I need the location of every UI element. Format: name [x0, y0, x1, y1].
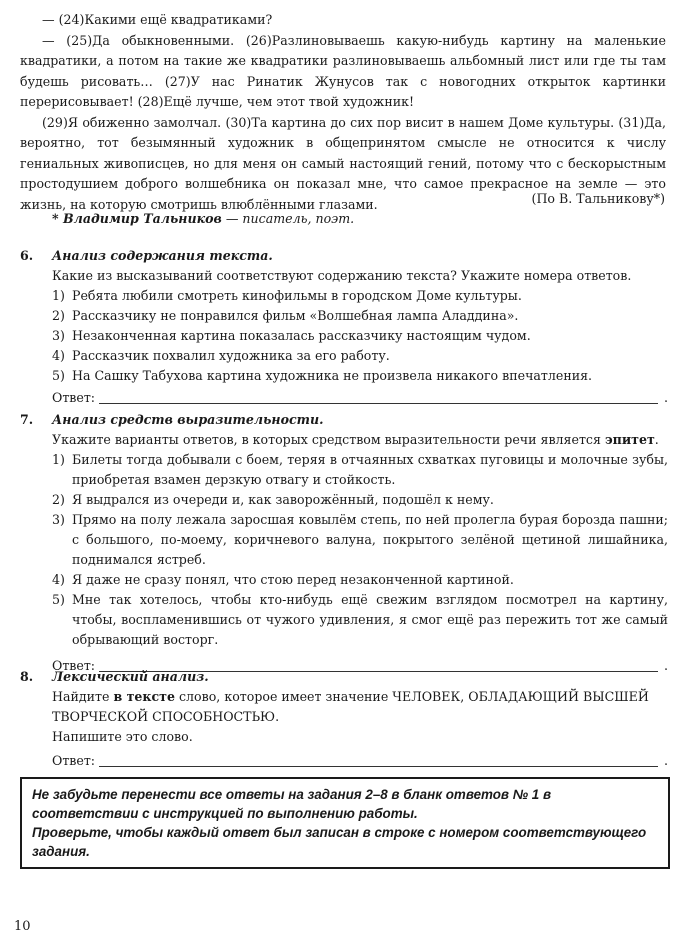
notice-line-2: Проверьте, чтобы каждый ответ был записан в строке с номером соответствующего задания. — [32, 825, 647, 859]
option-number: 4) — [52, 348, 65, 363]
question-end: . — [654, 432, 659, 447]
option-text: Я даже не сразу понял, что стою перед незаконченной картиной. — [72, 572, 514, 587]
option-number: 5) — [52, 592, 65, 607]
option-text: Рассказчик похвалил художника за его работу. — [72, 348, 390, 363]
answer-label: Ответ: — [52, 658, 96, 673]
question-text: Укажите варианты ответов, в которых средством выразительности речи является — [52, 432, 605, 447]
option-1 — [52, 450, 668, 490]
story-source: (По В. Тальникову*) — [531, 191, 665, 206]
answer-row — [52, 751, 668, 771]
task-title: Лексический анализ. — [52, 669, 209, 684]
option-text: Ребята любили смотреть кинофильмы в городском Доме культуры. — [72, 288, 522, 303]
option-number: 3) — [52, 328, 65, 343]
option-text: Мне так хотелось, чтобы кто-нибудь ещё свежим взглядом посмотрел на картину, чтобы, воспламенившись от чужого удивления, я смог ещё раз пережить тот же самый обрывающий восторг. — [72, 592, 668, 647]
option-number: 2) — [52, 492, 65, 507]
option-4 — [52, 570, 668, 590]
option-4 — [52, 346, 668, 366]
option-text: Билеты тогда добывали с боем, теряя в отчаянных схватках пуговицы и молочные зубы, приобретая взамен дерзкую отвагу и стойкость. — [72, 452, 668, 487]
answer-label: Ответ: — [52, 390, 96, 405]
option-text: На Сашку Табухова картина художника не произвела никакого впечатления. — [72, 368, 593, 383]
page-number: 10 — [14, 919, 31, 934]
question-emphasis: в тексте — [113, 689, 175, 704]
task-title: Анализ средств выразительности. — [52, 412, 324, 427]
option-number: 5) — [52, 368, 65, 383]
option-number: 2) — [52, 308, 65, 323]
option-5 — [52, 366, 668, 386]
question-end: слово, которое имеет значение ЧЕЛОВЕК, ОБЛАДАЮЩИЙ ВЫСШЕЙ ТВОРЧЕСКОЙ СПОСОБНОСТЬЮ. — [52, 689, 649, 724]
task-6 — [20, 246, 672, 408]
task-number: 6. — [20, 248, 34, 263]
option-number: 3) — [52, 512, 65, 527]
option-3 — [52, 326, 668, 346]
author-note — [52, 209, 354, 229]
answer-row — [52, 388, 668, 408]
answer-field[interactable] — [99, 389, 658, 404]
task-8 — [20, 667, 672, 771]
option-1 — [52, 286, 668, 306]
option-text: Я выдрался из очереди и, как заворожённый, подошёл к нему. — [72, 492, 494, 507]
task-7 — [20, 410, 672, 676]
task-question — [52, 687, 668, 727]
option-number: 1) — [52, 288, 65, 303]
task-number: 8. — [20, 669, 34, 684]
task-number: 7. — [20, 412, 34, 427]
notice-box — [20, 777, 670, 869]
story-text — [20, 10, 666, 215]
answer-label: Ответ: — [52, 753, 96, 768]
story-paragraph-1: — (24)Какими ещё квадратиками? — [42, 12, 273, 27]
author-description: — писатель, поэт. — [221, 211, 355, 226]
author-name: * Владимир Тальников — [52, 211, 222, 226]
task-instruction: Напишите это слово. — [52, 729, 193, 744]
answer-period: . — [663, 658, 668, 673]
question-text: Найдите — [52, 689, 114, 704]
question-emphasis: эпитет — [604, 432, 655, 447]
task-question — [52, 430, 668, 450]
option-5 — [52, 590, 668, 650]
option-3 — [52, 510, 668, 570]
notice-line-1: Не забудьте перенести все ответы на задания 2–8 в бланк ответов № 1 в соответствии с инструкцией по выполнению работы. — [32, 787, 552, 821]
option-2 — [52, 490, 668, 510]
task-title: Анализ содержания текста. — [52, 248, 273, 263]
story-paragraph-3: (29)Я обиженно замолчал. (30)Та картина до сих пор висит в нашем Доме культуры. (31)Да, вероятно, тот безымянный художник в общепринятом смысле не относится к числу гениальных живописцев, но для меня он самый настоящий гений, потому что с бескорыстным простодушием доброго волшебника он показал мне, что самое прекрасное на земле — это жизнь, на которую смотришь влюблёнными глазами. — [20, 114, 666, 212]
task-question: Какие из высказываний соответствуют содержанию текста? Укажите номера ответов. — [52, 268, 632, 283]
option-text: Незаконченная картина показалась рассказчику настоящим чудом. — [72, 328, 531, 343]
option-number: 1) — [52, 452, 65, 467]
option-2 — [52, 306, 668, 326]
answer-field[interactable] — [99, 752, 658, 767]
story-paragraph-2: — (25)Да обыкновенными. (26)Разлиновываешь какую-нибудь картину на маленькие квадратики, а потом на такие же квадратики разлиновываешь альбомный лист или где ты там будешь рисовать… (27)У нас Ринатик Жунусов так с новогодних открыток картинки перерисовывает! (28)Ещё лучше, чем этот твой художник! — [20, 32, 666, 109]
answer-period: . — [663, 390, 668, 405]
option-text: Рассказчику не понравился фильм «Волшебная лампа Аладдина». — [72, 308, 519, 323]
answer-period: . — [663, 753, 668, 768]
option-text: Прямо на полу лежала заросшая ковылём степь, по ней пролегла бурая борозда пашни; с большого, по-моему, коричневого валуна, покрытого зелёной щетиной лишайника, поднимался ястреб. — [72, 512, 668, 567]
option-number: 4) — [52, 572, 65, 587]
